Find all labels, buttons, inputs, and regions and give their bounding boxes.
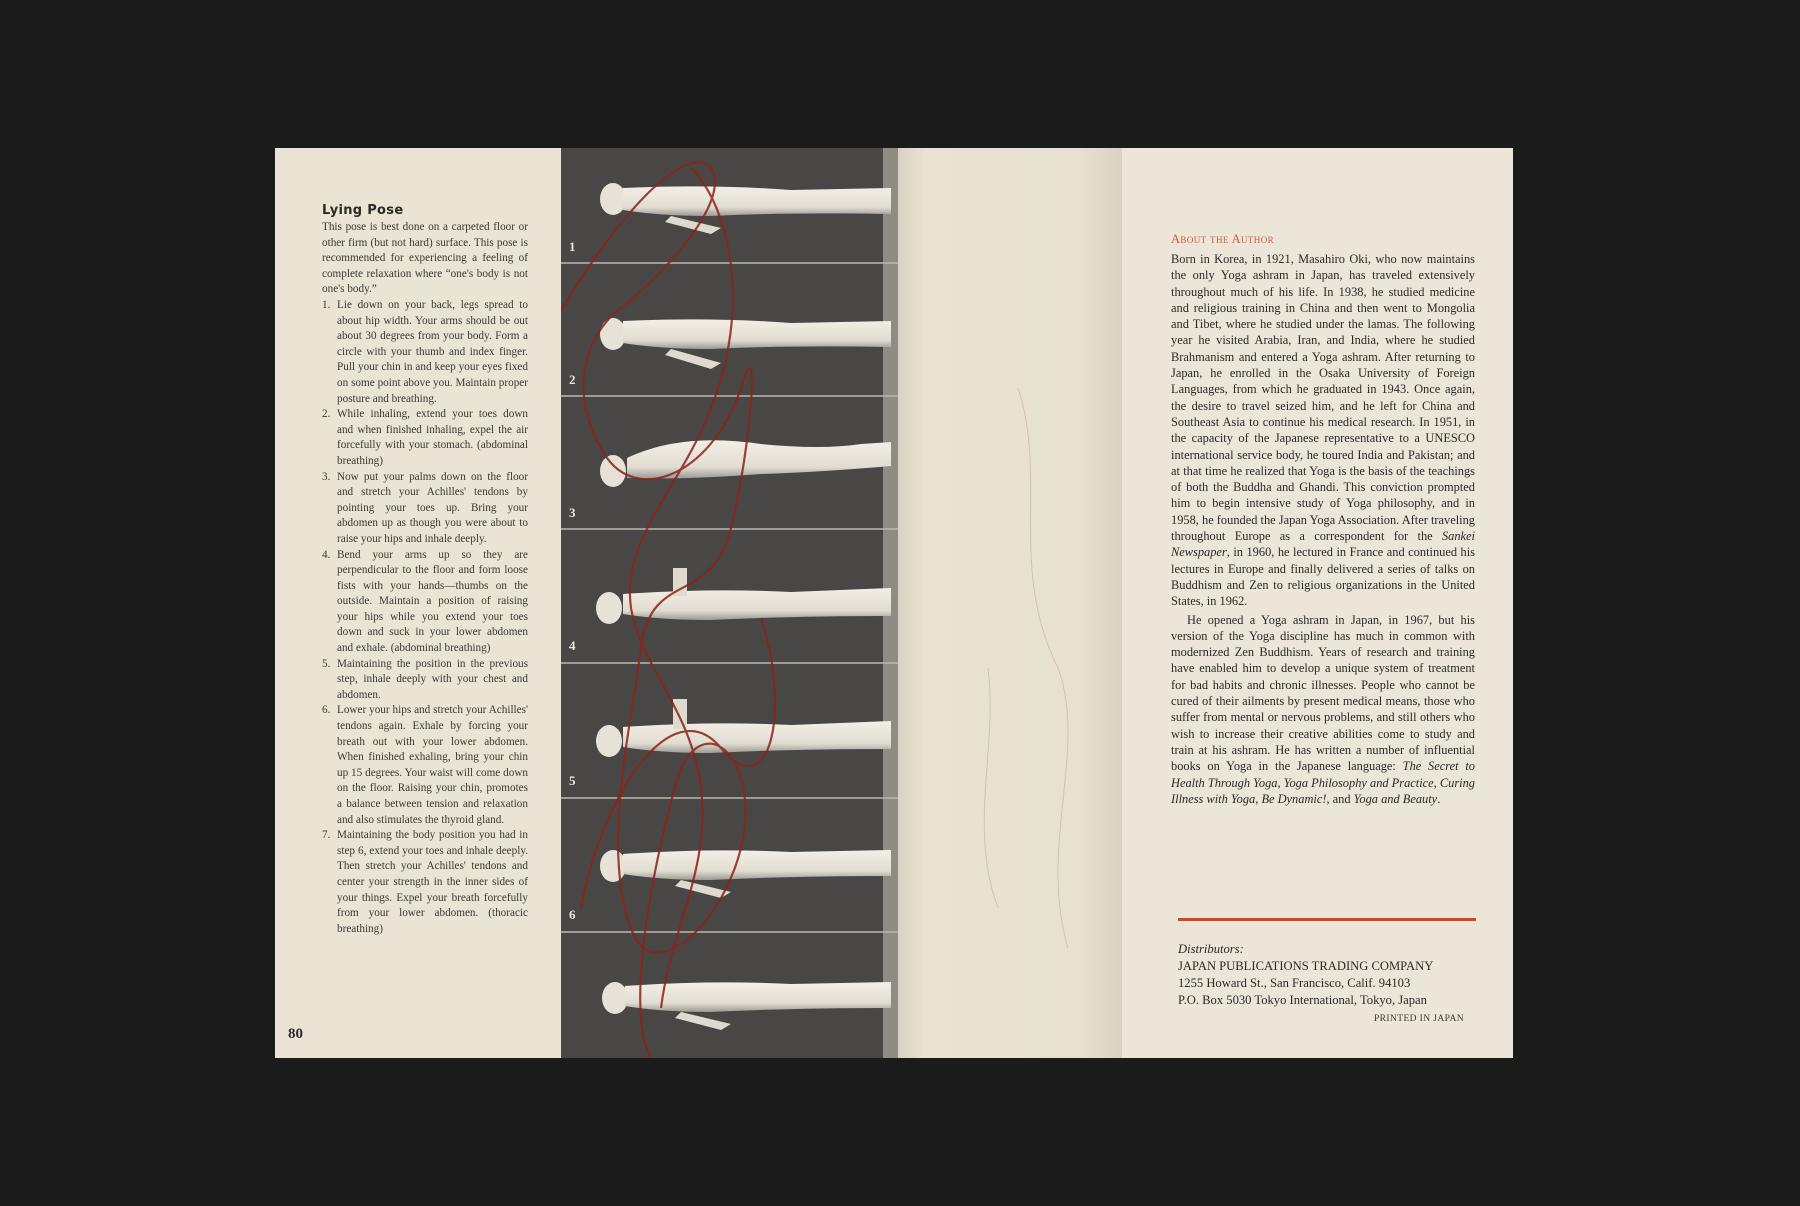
bio-paragraph-2: He opened a Yoga ashram in Japan, in 1967, but his version of the Yoga discipline has much in common with modernized Zen Buddhism. Years of research and training have enabled him to develop a unique system of treatment for bad habits and chronic illnesses. People who cannot be cured of their ailments by present medical means, those who suffer from mental or nervous problems, and still others who wish to increase their creative abilities come to study and train at his ashram. He has written a number of influential books on Yoga in the Japanese language: The Secret to Health Through Yoga, Yoga Philosophy and Practice, Curing Illness with Yoga, Be Dynamic!, and Yoga and Beauty. bbox=[1171, 612, 1475, 806]
frame-label: 3 bbox=[569, 505, 576, 520]
distributor-address-1: 1255 Howard St., San Francisco, Calif. 94103 bbox=[1178, 976, 1411, 990]
list-item: 5. Maintaining the position in the previous step, inhale deeply with your chest and abdomen. bbox=[322, 657, 528, 701]
frame-label: 4 bbox=[569, 638, 576, 653]
frame-label: 1 bbox=[569, 239, 576, 254]
frame-label: 2 bbox=[569, 372, 576, 387]
list-item: 7. Maintaining the body position you had in step 6, extend your toes and inhale deeply. Then stretch your Achilles' tendons and center your strength in the inner sides of your things. Expel your breath forcefully from your lower abdomen. (thoracic breathing) bbox=[322, 829, 528, 935]
printed-in-japan: PRINTED IN JAPAN bbox=[1374, 1014, 1464, 1024]
list-item: 6. Lower your hips and stretch your Achilles' tendons again. Exhale by forcing your breath out with your lower abdomen. When finished exhaling, bring your chin up 15 degrees. Your waist will come down on the floor. Raising your chin, promotes a balance between tension and relaxation and also stimulates the thyroid gland. bbox=[322, 704, 528, 826]
distributor-name: JAPAN PUBLICATIONS TRADING COMPANY bbox=[1178, 959, 1434, 973]
frame-label: 6 bbox=[569, 907, 576, 922]
right-page bbox=[1122, 148, 1513, 1058]
page-title: Lying Pose bbox=[322, 203, 404, 218]
left-page bbox=[275, 148, 561, 1058]
list-item: 3. Now put your palms down on the floor and stretch your Achilles' tendons by pointing your toes up. Bring your abdomen up as though you were about to raise your hips and inhale deeply. bbox=[322, 470, 528, 545]
list-item: 1. Lie down on your back, legs spread to about hip width. Your arms should be out about 30 degrees from your body. Form a circle with your thumb and index finger. Pull your chin in and keep your eyes fixed on some point above you. Maintain proper posture and breathing. bbox=[322, 299, 528, 405]
page-number: 80 bbox=[288, 1026, 303, 1042]
blank-page bbox=[898, 148, 1122, 1058]
intro-paragraph: This pose is best done on a carpeted floor or other firm (but not hard) surface. This pose is recommended for experiencing a feeling of complete relaxation where “one's body is not one's body.” bbox=[322, 221, 528, 296]
list-item: 2. While inhaling, extend your toes down and when finished inhaling, expel the air forcefully with your stomach. (abdominal breathing) bbox=[322, 408, 528, 467]
distributor-address-2: P.O. Box 5030 Tokyo International, Tokyo, Japan bbox=[1178, 993, 1427, 1007]
photo-strip bbox=[561, 148, 898, 1058]
about-author-heading: About the Author bbox=[1171, 232, 1275, 246]
pose-photo-sequence bbox=[561, 148, 898, 1058]
steps-list bbox=[322, 298, 528, 937]
author-bio bbox=[1171, 251, 1475, 807]
distributors-label: Distributors: bbox=[1178, 942, 1244, 956]
divider bbox=[1178, 918, 1476, 921]
distributors-block bbox=[1178, 941, 1478, 1009]
frame-label: 5 bbox=[569, 773, 576, 788]
bio-paragraph-1: Born in Korea, in 1921, Masahiro Oki, who now maintains the only Yoga ashram in Japan, has traveled extensively throughout much of his life. In 1938, he studied medicine and religious training in China and then went to Mongolia and Tibet, where he studied under the lamas. The following year he visited Arabia, Iran, and India, where he studied Brahmanism and entered a Yoga ashram. After returning to Japan, he enrolled in the Osaka University of Foreign Languages, from which he graduated in 1943. Once again, the desire to travel seized him, and he left for China and Southeast Asia to continue his medical research. In 1951, in the capacity of the Japanese representative to a UNESCO international service body, he toured India and Pakistan; and at that time he realized that Yoga is the basis of the teachings of both the Buddha and Ghandi. This conviction prompted him to begin intensive study of Yoga philosophy, and in 1958, he founded the Japan Yoga Association. After traveling throughout Europe as a correspondent for the Sankei Newspaper, in 1960, he lectured in France and continued his lectures in Europe and finally delivered a series of talks on Buddhism and Zen to religious organizations in the United States, in 1962. bbox=[1171, 252, 1475, 609]
pencil-marks bbox=[898, 148, 1122, 1058]
list-item: 4. Bend your arms up so they are perpendicular to the floor and form loose fists with your hands—thumbs on the outside. Maintain a position of raising your hips while you extend your toes down and suck in your lower abdomen and exhale. (abdominal breathing) bbox=[322, 548, 528, 655]
book-spread bbox=[275, 148, 1513, 1058]
